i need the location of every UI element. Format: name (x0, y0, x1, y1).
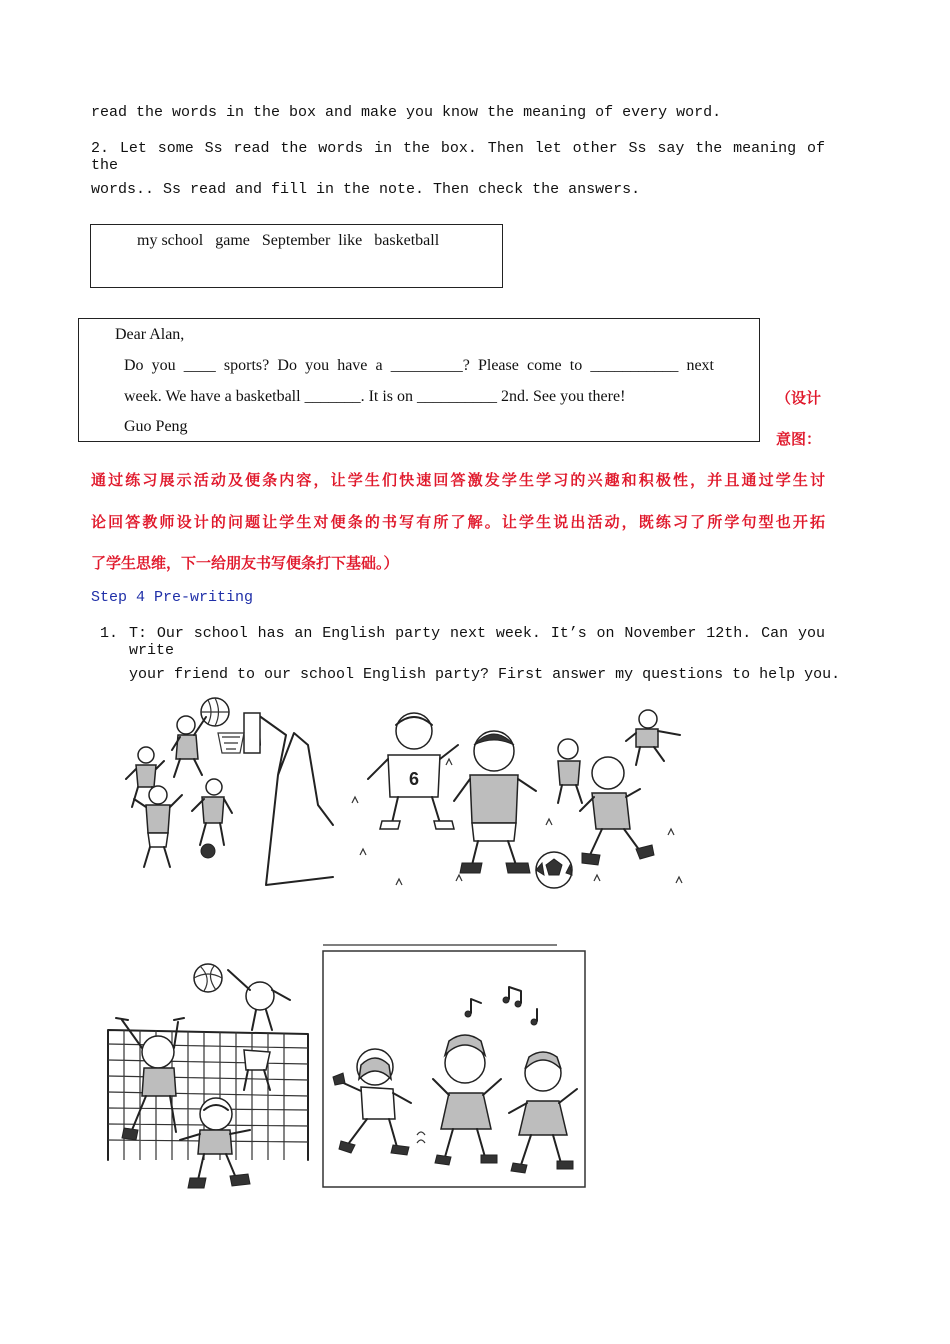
note-line-2: week. We have a basketball _______. It is on __________ 2nd. See you there! (124, 388, 626, 405)
jersey-number: 6 (408, 769, 420, 789)
step4-heading: Step 4 Pre-writing (91, 589, 254, 606)
basketball-illustration (118, 695, 338, 887)
volleyball-illustration (104, 960, 314, 1190)
step4-item-line-1: T: Our school has an English party next week. It’s on November 12th. Can you write (129, 625, 825, 659)
note-line-1: Do you ____ sports? Do you have a _________? Please come to ___________ next (124, 357, 714, 374)
dancing-illustration (321, 943, 589, 1191)
design-intent-line-2: 论回答教师设计的问题让学生对便条的书写有所了解。让学生说出活动，既练习了所学句型也开拓 (91, 513, 825, 531)
intro-line-3: words.. Ss read and fill in the note. Then check the answers. (91, 181, 641, 198)
design-intent-line-1: 通过练习展示活动及便条内容，让学生们快速回答激发学生学习的兴趣和积极性，并且通过学生讨 (91, 471, 825, 489)
soccer-illustration (346, 705, 701, 890)
note-greeting: Dear Alan, (115, 326, 185, 343)
design-intent-line-3: 了学生思维，下一给朋友书写便条打下基础。） (91, 554, 399, 572)
note-signature: Guo Peng (124, 418, 188, 435)
word-box (90, 224, 503, 288)
intro-line-1: read the words in the box and make you know the meaning of every word. (91, 104, 722, 121)
design-intent-label-2: 意图： (776, 430, 822, 448)
step4-item-line-2: your friend to our school English party? First answer my questions to help you. (129, 666, 841, 683)
note-box (78, 318, 760, 442)
intro-line-2: 2. Let some Ss read the words in the box. Then let other Ss say the meaning of the (91, 140, 825, 174)
word-box-words: my school game September like basketball (137, 232, 440, 249)
design-intent-label-1: （设计 (776, 389, 822, 407)
step4-item-number: 1. (100, 625, 119, 642)
